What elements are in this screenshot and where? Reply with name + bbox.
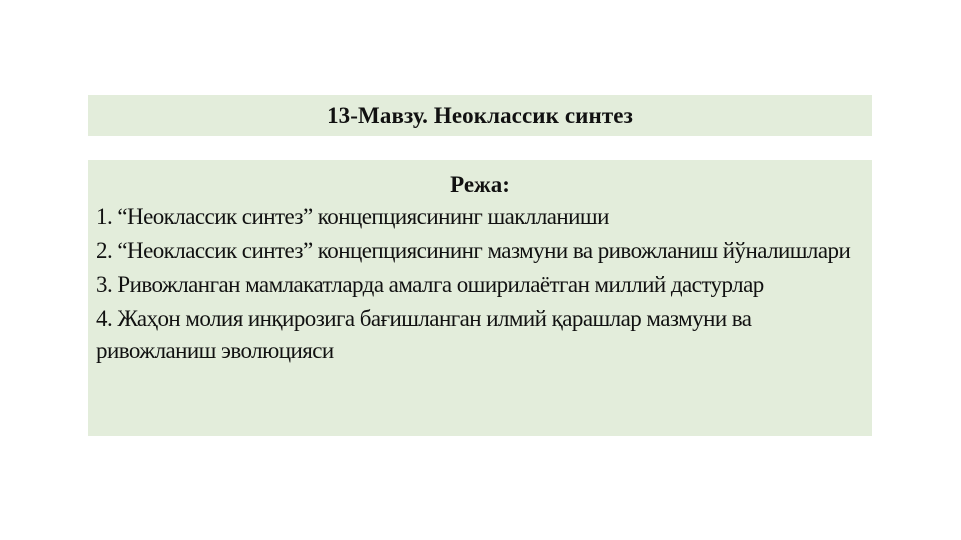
plan-item-4: 4. Жаҳон молия инқирозига бағишланган илмий қарашлар мазмуни ва ривожланиш эволюцияси [96, 306, 752, 363]
plan-panel [88, 160, 872, 436]
plan-item-3: 3. Ривожланган мамлакатларда амалга оширилаётган миллий дастурлар [96, 272, 764, 297]
title-banner [88, 95, 872, 136]
plan-item-2: 2. “Неоклассик синтез” концепциясининг мазмуни ва ривожланиш йўналишлари [96, 238, 851, 263]
plan-item-1: 1. “Неоклассик синтез” концепциясининг шаклланиши [96, 204, 609, 229]
slide-title: 13-Мавзу. Неоклассик синтез [327, 102, 633, 128]
plan-heading: Режа: [450, 172, 510, 197]
